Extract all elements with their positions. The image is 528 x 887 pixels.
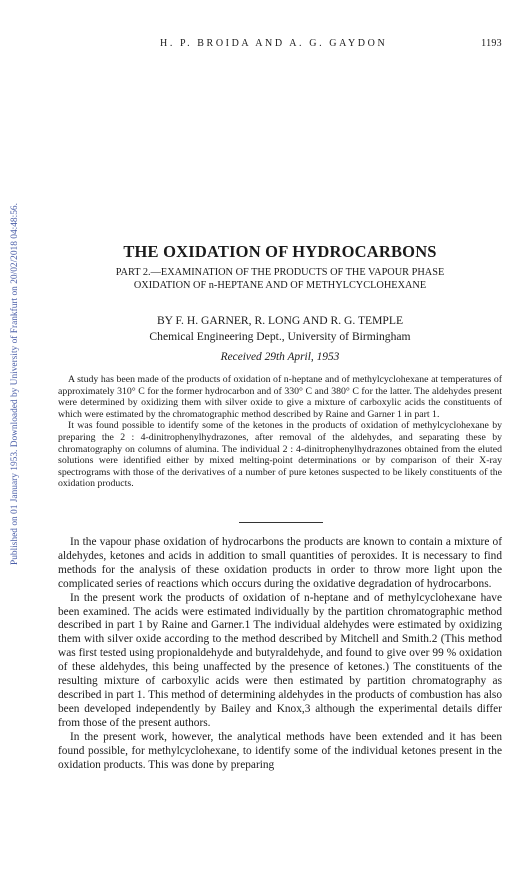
paper-subtitle xyxy=(58,266,502,292)
body-paragraph: In the present work the products of oxidation of n-heptane and of methylcyclohexane have been examined. The acids were estimated individually by the partition chromatographic method described in part 1 by Raine and Garner.1 The individual aldehydes were estimated by oxidizing them with silver oxide according to the method described by Mitchell and Smith.2 (This method was first tested using propionaldehyde and butyraldehyde, and found to give over 99 % oxidation of these aldehydes, this being unaffected by the presence of ketones.) The constituents of the resulting mixture of carboxylic acids were then estimated by partition chromatography as described in part 1. This method of determining aldehydes in the products of combustion has also been developed independently by Bailey and Knox,3 although the experimental details differ from those of the present authors. xyxy=(58,591,502,729)
body-paragraph: In the vapour phase oxidation of hydrocarbons the products are known to contain a mixture of aldehydes, ketones and acids in addition to small quantities of peroxides. It is necessary to find methods for the analysis of these oxidation products in order to throw more light upon the complicated series of reactions which occurs during the oxidative degradation of hydrocarbons. xyxy=(58,536,502,590)
download-watermark: Published on 01 January 1953. Downloaded by University of Frankfurt on 20/02/2018 04:48:56. xyxy=(10,203,20,565)
abstract-paragraph: It was found possible to identify some of the ketones in the products of oxidation of methylcyclohexane by preparing the 2 : 4-dinitrophenylhydrazones, after removal of the aldehydes, and separating these by chromatography on columns of alumina. The individual 2 : 4-dinitrophenylhydrazones obtained from the eluted solutions were identified either by mixed melting-point determinations or by comparison of their X-ray spectrograms with those of the derivatives of a number of pure ketones suspected to be likely constituents of the oxidation products. xyxy=(58,420,502,490)
body-text xyxy=(58,536,502,772)
received-date: Received 29th April, 1953 xyxy=(220,351,340,363)
abstract xyxy=(58,374,502,490)
affiliation: Chemical Engineering Dept., University of Birmingham xyxy=(149,330,411,343)
running-head-authors: H. P. BROIDA AND A. G. GAYDON xyxy=(160,38,388,49)
abstract-paragraph: A study has been made of the products of oxidation of n-heptane and of methylcyclohexane at temperatures of approximately 310° C for the former hydrocarbon and of 330° C and 380° C for the latter. The aldehydes present were determined by oxidizing them with silver oxide to give a mixture of carboxylic acids the constituents of which were estimated by the chromatographic method described by Raine and Garner 1 in part 1. xyxy=(58,374,502,420)
byline: BY F. H. GARNER, R. LONG AND R. G. TEMPLE xyxy=(156,314,404,327)
body-paragraph: In the present work, however, the analytical methods have been extended and it has been found possible, for methylcyclohexane, to identify some of the individual ketones present in the oxidation products. This was done by preparing xyxy=(58,730,502,771)
subtitle-line-1: PART 2.—EXAMINATION OF THE PRODUCTS OF THE VAPOUR PHASE xyxy=(115,267,445,278)
page-number: 1193 xyxy=(481,38,502,49)
paper-title: THE OXIDATION OF HYDROCARBONS xyxy=(123,242,437,261)
subtitle-line-2: OXIDATION OF n-HEPTANE AND OF METHYLCYCLOHEXANE xyxy=(133,280,427,291)
running-head xyxy=(58,38,502,52)
section-divider xyxy=(239,522,323,523)
